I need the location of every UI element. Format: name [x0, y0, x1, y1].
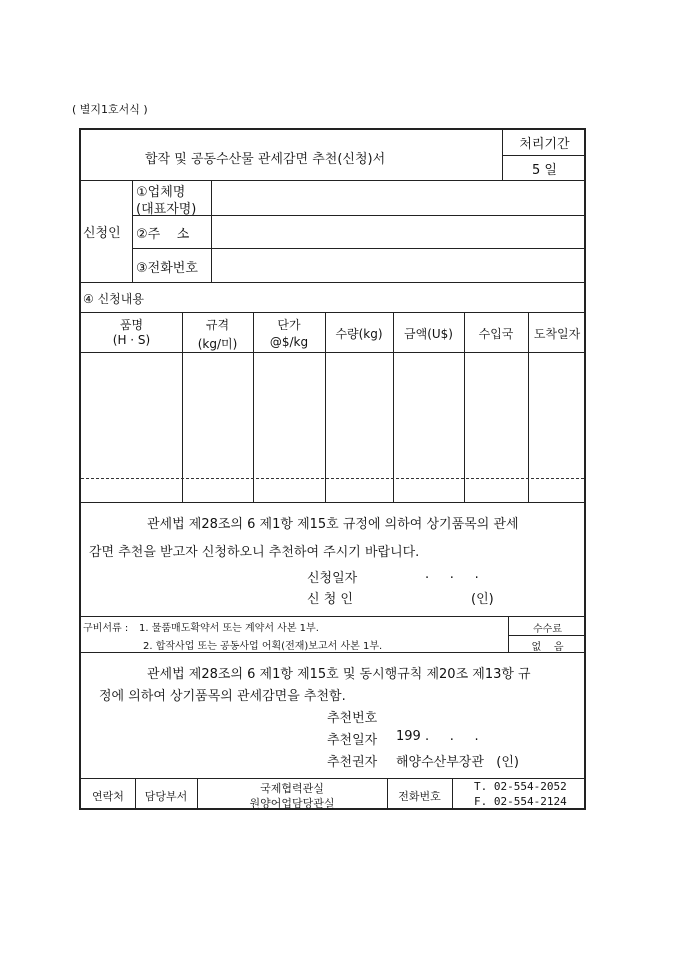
applicant-seal: (인)	[471, 592, 494, 607]
phone-number-label: 전화번호	[398, 790, 441, 803]
application-statement-line1: 관세법 제28조의 6 제1항 제15호 규정에 의하여 상기품목의 관세	[147, 517, 519, 532]
col-header-unit-price-sub: @$/kg	[269, 335, 309, 349]
phone-label: ③전화번호	[136, 261, 198, 276]
divider	[81, 312, 584, 313]
form-title: 합작 및 공동수산물 관세감면 추천(신청)서	[145, 152, 386, 167]
application-date-label: 신청일자	[307, 571, 358, 586]
fee-label: 수수료	[533, 624, 562, 635]
address-field[interactable]	[214, 219, 584, 245]
recommendation-authority-label: 추천권자	[327, 755, 378, 770]
col-header-spec-sub: (kg/미)	[197, 337, 238, 351]
request-content-heading: ④ 신청내용	[83, 292, 144, 306]
divider	[81, 282, 584, 283]
company-name-field[interactable]	[214, 184, 584, 210]
documents-item-2: 2. 합작사업 또는 공동사업 어획(전재)보고서 사본 1부.	[143, 641, 383, 652]
applicant-label: 신청인	[83, 226, 121, 241]
col-header-spec: 규격	[205, 318, 230, 332]
col-header-item: 품명	[119, 318, 144, 332]
fax-number: F. 02-554-2124	[474, 795, 567, 808]
company-name-label: ①업체명	[136, 185, 186, 200]
divider	[132, 180, 133, 282]
recommendation-line2: 정에 의하여 상기품목의 관세감면을 추천함.	[99, 689, 346, 704]
divider	[81, 778, 584, 779]
divider	[81, 352, 584, 353]
application-statement-line2: 감면 추천을 받고자 신청하오니 추천하여 주시기 바랍니다.	[89, 545, 420, 560]
address-label: ②주 소	[136, 227, 190, 242]
form-number: ( 별지1호서식 )	[72, 103, 148, 116]
divider	[81, 652, 584, 653]
recommendation-line1: 관세법 제28조의 6 제1항 제15호 및 동시행규칙 제20조 제13항 규	[147, 667, 531, 682]
department-line2: 원양어업담당관실	[249, 797, 335, 810]
applicant-signature-label: 신 청 인	[307, 592, 353, 607]
recommendation-form	[79, 128, 586, 810]
recommendation-date-label: 추천일자	[327, 733, 378, 748]
fee-value: 없 음	[531, 642, 564, 653]
department-label: 담당부서	[144, 790, 188, 803]
department-line1: 국제협력관실	[260, 782, 324, 795]
documents-item-1: 1. 물품매도확약서 또는 계약서 사본 1부.	[139, 623, 319, 634]
documents-label: 구비서류 :	[83, 623, 129, 634]
col-header-quantity: 수량(kg)	[335, 327, 383, 341]
divider	[452, 778, 453, 810]
telephone-number: T. 02-554-2052	[474, 780, 567, 793]
divider	[508, 635, 584, 636]
col-header-import-country: 수입국	[478, 327, 514, 341]
divider	[502, 155, 584, 156]
contact-label: 연락처	[92, 790, 124, 803]
col-header-amount: 금액(U$)	[404, 327, 453, 341]
divider	[211, 180, 212, 282]
col-header-unit-price: 단가	[277, 318, 301, 332]
phone-field[interactable]	[214, 252, 584, 278]
processing-period-label: 처리기간	[519, 137, 570, 152]
divider	[132, 248, 584, 249]
recommendation-number-label: 추천번호	[327, 711, 378, 726]
application-date-value[interactable]: . . .	[425, 567, 479, 582]
representative-label: (대표자명)	[136, 202, 197, 217]
recommendation-date-value: 199 . . .	[396, 729, 479, 744]
recommendation-authority-value: 해양수산부장관 (인)	[396, 755, 520, 770]
divider	[132, 215, 584, 216]
col-header-item-sub: (H · S)	[112, 333, 151, 347]
divider	[81, 502, 584, 503]
col-header-arrival-date: 도착일자	[533, 327, 581, 341]
processing-period-value: 5 일	[532, 163, 557, 178]
dashed-divider	[81, 478, 584, 479]
